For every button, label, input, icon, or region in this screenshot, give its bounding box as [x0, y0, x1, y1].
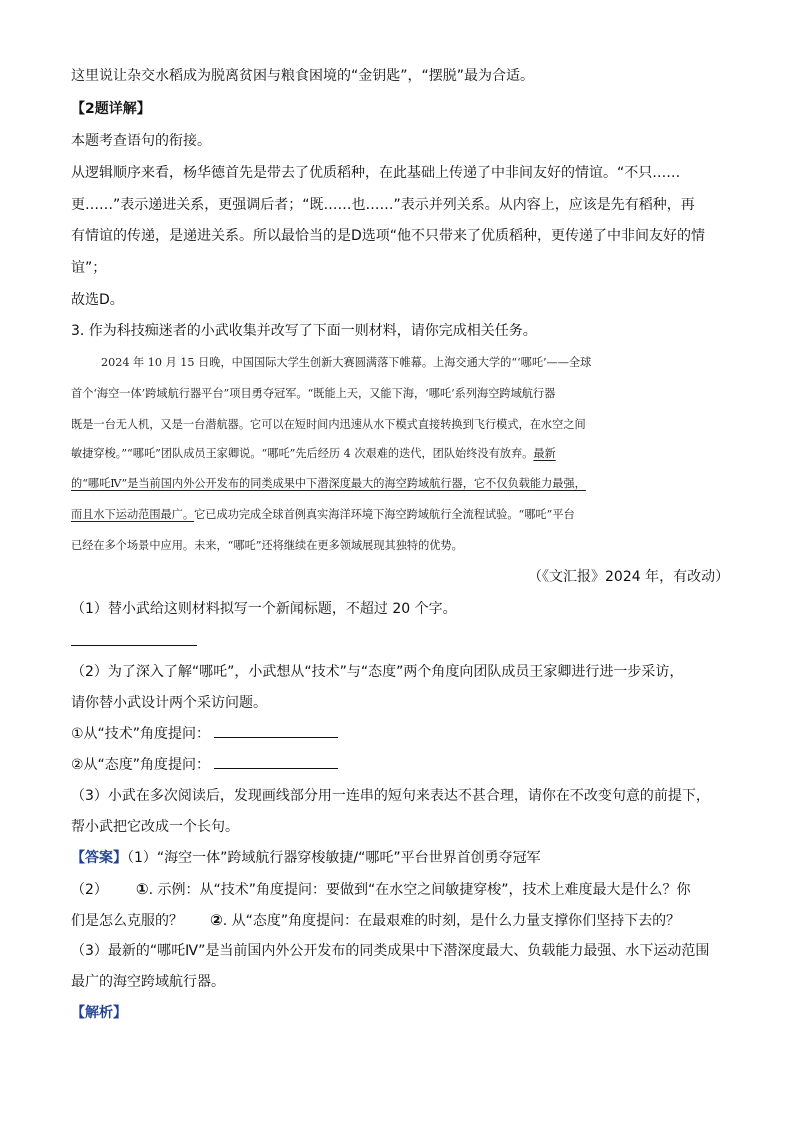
section-heading-q2-detail: 【2题详解】: [71, 101, 151, 117]
question-3-line-2: 帮小武把它改成一个长句。: [71, 819, 239, 835]
explanation-line-1: 这里说让杂交水稻成为脱离贫困与粮食困境的“金钥匙”，“摆脱”最为合适。: [71, 68, 535, 84]
question-2-line-1: （2）为了深入了解“哪吒”，小武想从“技术”与“态度”两个角度向团队成员王家卿进行进一步采访，: [71, 664, 684, 680]
passage-line-2: 首个‘海空一体’跨域航行器平台”项目勇夺冠军。“既能上天，又能下海，‘哪吒’系列海空跨域航行器: [71, 387, 556, 400]
question-2-line-2: 请你替小武设计两个采访问题。: [71, 695, 267, 711]
explanation-line-5: 更……”表示递进关系，更强调后者；“既……也……”表示并列关系。从内容上，应该是先有稻种，再: [71, 197, 695, 213]
answer-3-line-2: 最广的海空跨域航行器。: [71, 974, 225, 990]
passage-line-4: [71, 446, 556, 462]
question-1: （1）替小武给这则材料拟写一个新闻标题，不超过 20 个字。: [71, 601, 457, 617]
answer-2-text-3: . 从“态度”角度提问：在最艰难的时刻，是什么力量支撑你们坚持下去的？: [222, 913, 681, 929]
explanation-line-3: 本题考查语句的衔接。: [71, 133, 211, 149]
attitude-answer-blank[interactable]: [214, 756, 338, 769]
passage-line-6: [71, 507, 575, 523]
passage-underlined-end: 而且水下运动范围最广。: [71, 508, 195, 521]
passage-source: （《文汇报》2024 年，有改动）: [528, 569, 730, 585]
answer-line-1: [71, 849, 541, 867]
explanation-line-7: 谊”；: [71, 260, 107, 276]
answer-2-marker-1: ①: [135, 880, 149, 898]
question-3-line-1: （3）小武在多次阅读后，发现画线部分用一连串的短句来表达不甚合理，请你在不改变句意的前提下，: [71, 788, 710, 804]
passage-line-4-text: 敏捷穿梭。”“哪吒”团队成员王家卿说。“哪吒”先后经历 4 次艰难的迭代，团队始终没有放弃。: [71, 447, 534, 460]
question-3-stem: 3. 作为科技痴迷者的小武收集并改写了下面一则材料，请你完成相关任务。: [71, 323, 537, 339]
answer-2-line-2: [71, 911, 680, 930]
passage-line-6-text: 它已成功完成全球首例真实海洋环境下海空跨域航行全流程试验。“哪吒”平台: [194, 508, 575, 521]
answer-2-line-1: [71, 880, 691, 899]
question-2-attitude: [71, 756, 338, 774]
answer-2-text-2: 们是怎么克服的？: [71, 913, 183, 929]
passage-underlined-start: 最新: [533, 447, 556, 460]
answer-3-line-1: （3）最新的“哪吒Ⅳ”是当前国内外公开发布的同类成果中下潜深度最大、负载能力最强、水下运动范围: [71, 943, 710, 959]
answer-2-prefix: （2）: [71, 882, 108, 898]
answer-label: 【答案】: [71, 850, 127, 866]
passage-line-7: 已经在多个场景中应用。未来，“哪吒”还将继续在更多领域展现其独特的优势。: [71, 539, 463, 552]
explanation-line-8: 故选D。: [71, 292, 124, 308]
answer-2-marker-2: ②: [210, 911, 223, 929]
explanation-line-6: 有情谊的传递，是递进关系。所以最恰当的是D选项“他不只带来了优质稻种，更传递了中非间友好的情: [71, 228, 706, 244]
answer-1-text: （1）“海空一体”跨域航行器穿梭敏捷/“哪吒”平台世界首创勇夺冠军: [127, 850, 541, 866]
explanation-line-4: 从逻辑顺序来看，杨华德首先是带去了优质稻种，在此基础上传递了中非间友好的情谊。“不只……: [71, 165, 681, 181]
passage-underlined-line-5: 的“哪吒Ⅳ”是当前国内外公开发布的同类成果中下潜深度最大的海空跨域航行器，它不仅负载能力最强，: [71, 477, 586, 490]
passage-line-3: 既是一台无人机，又是一台潜航器。它可以在短时间内迅速从水下模式直接转换到飞行模式，在水空之间: [71, 418, 586, 431]
analysis-label: 【解析】: [71, 1005, 127, 1021]
passage-line-1: 2024 年 10 月 15 日晚，中国国际大学生创新大赛圆满落下帷幕。上海交通大学的“‘哪吒’——全球: [101, 356, 592, 369]
technique-answer-blank[interactable]: [214, 725, 338, 738]
question-2-technique-label: ①从“技术”角度提问：: [71, 726, 211, 742]
question-2-attitude-label: ②从“态度”角度提问：: [71, 757, 211, 773]
question-2-technique: [71, 725, 338, 743]
question-1-answer-blank[interactable]: [71, 645, 197, 646]
answer-2-text-1: . 示例：从“技术”角度提问：要做到“在水空之间敏捷穿梭”，技术上难度最大是什么？你: [148, 882, 691, 898]
